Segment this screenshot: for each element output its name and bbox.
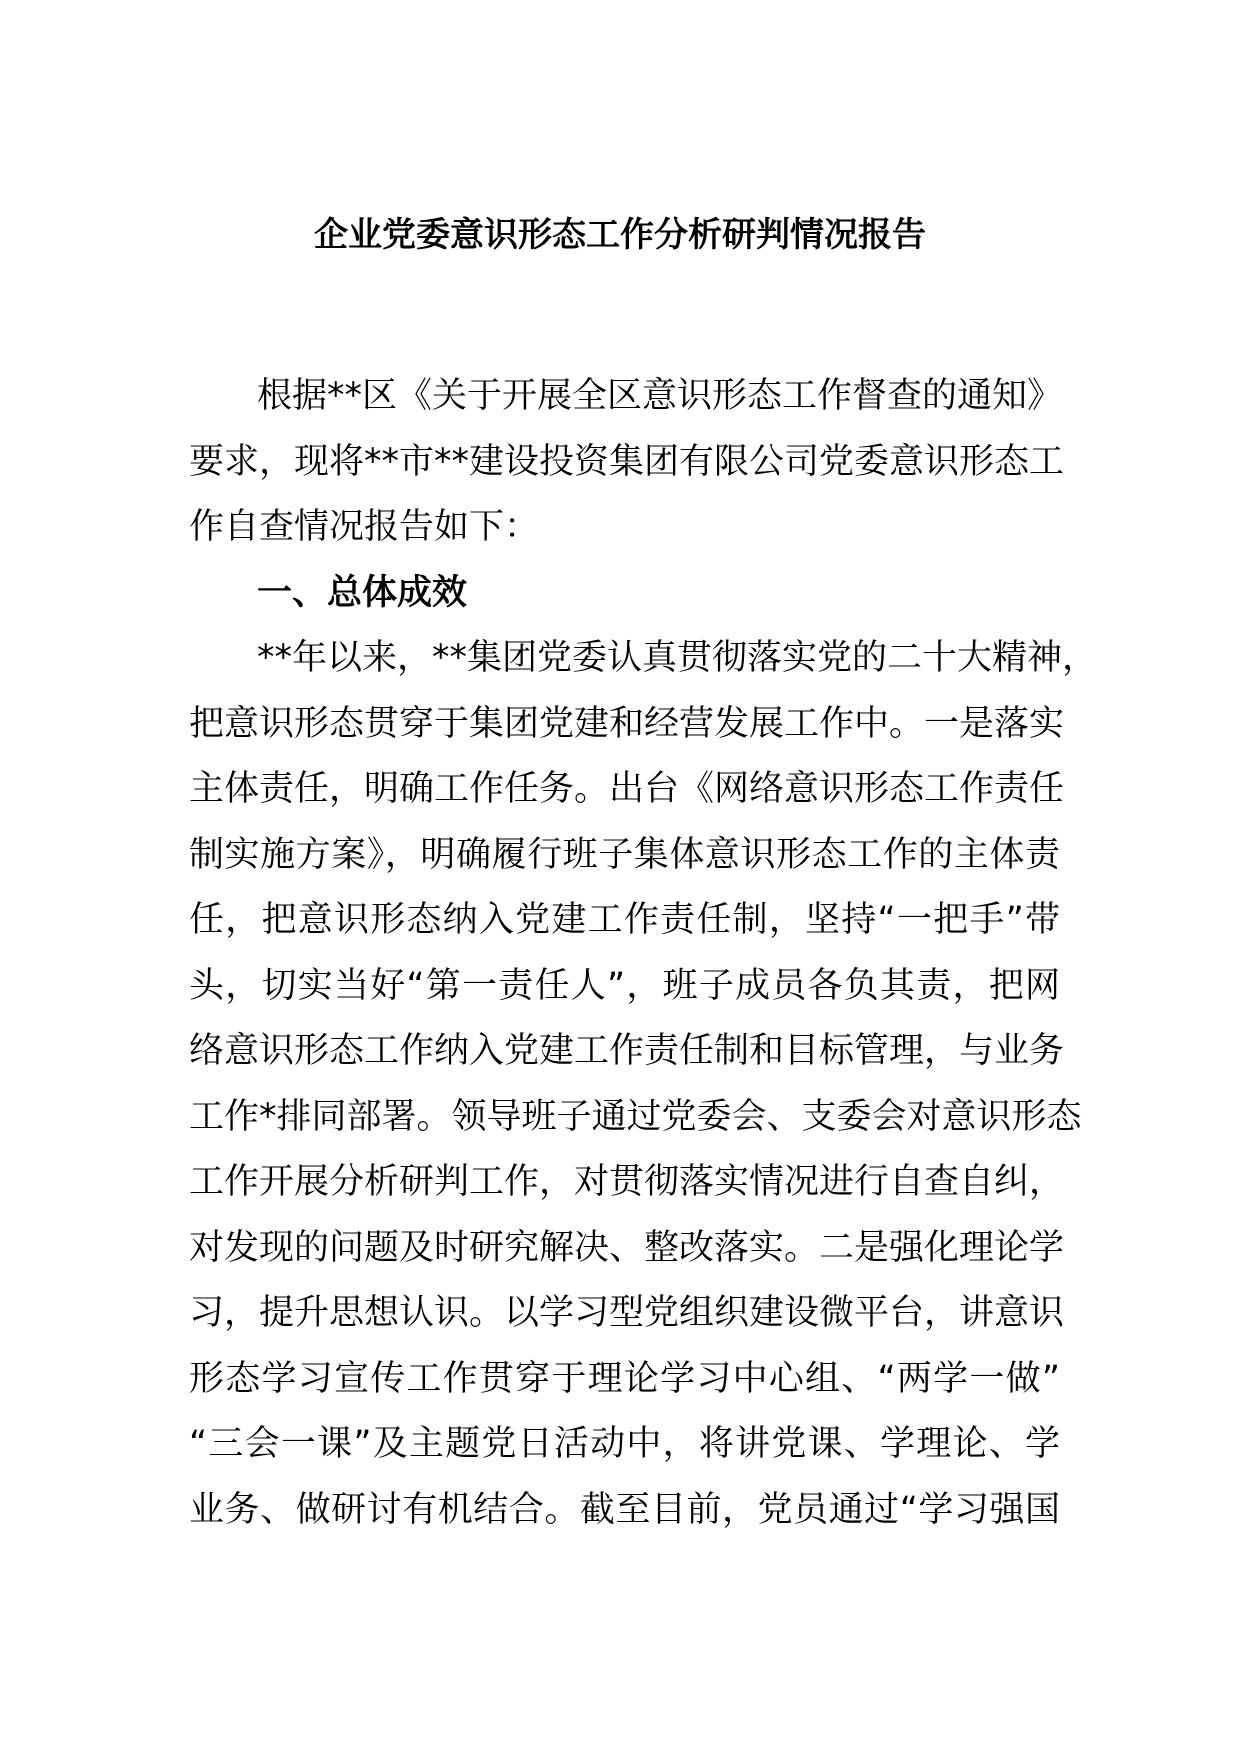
paragraph-line: 络意识形态工作纳入党建工作责任制和目标管理，与业务 [189,1031,1065,1071]
paragraph-line: 根据**区《关于开展全区意识形态工作督查的通知》 [257,376,1063,416]
paragraph-line: 头，切实当好“第一责任人”，班子成员各负其责，把网 [189,965,1060,1006]
document-title: 企业党委意识形态工作分析研判情况报告 [314,215,926,255]
paragraph-line: 任，把意识形态纳入党建工作责任制，坚持“一把手”带 [189,900,1060,940]
paragraph-line: 要求，现将**市**建设投资集团有限公司党委意识形态工 [189,441,1065,482]
paragraph-line: 对发现的问题及时研究解决、整改落实。二是强化理论学 [189,1227,1065,1268]
paragraph-line: 把意识形态贯穿于集团党建和经营发展工作中。一是落实 [189,703,1065,744]
paragraph-line: 作自查情况报告如下： [189,507,540,547]
paragraph-line: “三会一课”及主题党日活动中，将讲党课、学理论、学 [189,1424,1060,1464]
paragraph-line: **年以来，**集团党委认真贯彻落实党的二十大精神， [257,638,1098,678]
paragraph-line: 工作*排同部署。领导班子通过党委会、支委会对意识形态 [189,1096,1082,1137]
section-heading: 一、总体成效 [257,572,468,613]
paragraph-line: 习，提升思想认识。以学习型党组织建设微平台，讲意识 [189,1293,1065,1333]
paragraph-line: 主体责任，明确工作任务。出台《网络意识形态工作责任 [189,769,1065,809]
paragraph-line: 业务、做研讨有机结合。截至目前，党员通过“学习强国 [189,1489,1060,1530]
paragraph-line: 制实施方案》，明确履行班子集体意识形态工作的主体责 [189,834,1060,875]
paragraph-line: 工作开展分析研判工作，对贯彻落实情况进行自查自纠， [189,1162,1065,1202]
document-body [189,364,1098,1543]
paragraph-line: 形态学习宣传工作贯穿于理论学习中心组、“两学一做” [189,1358,1060,1399]
